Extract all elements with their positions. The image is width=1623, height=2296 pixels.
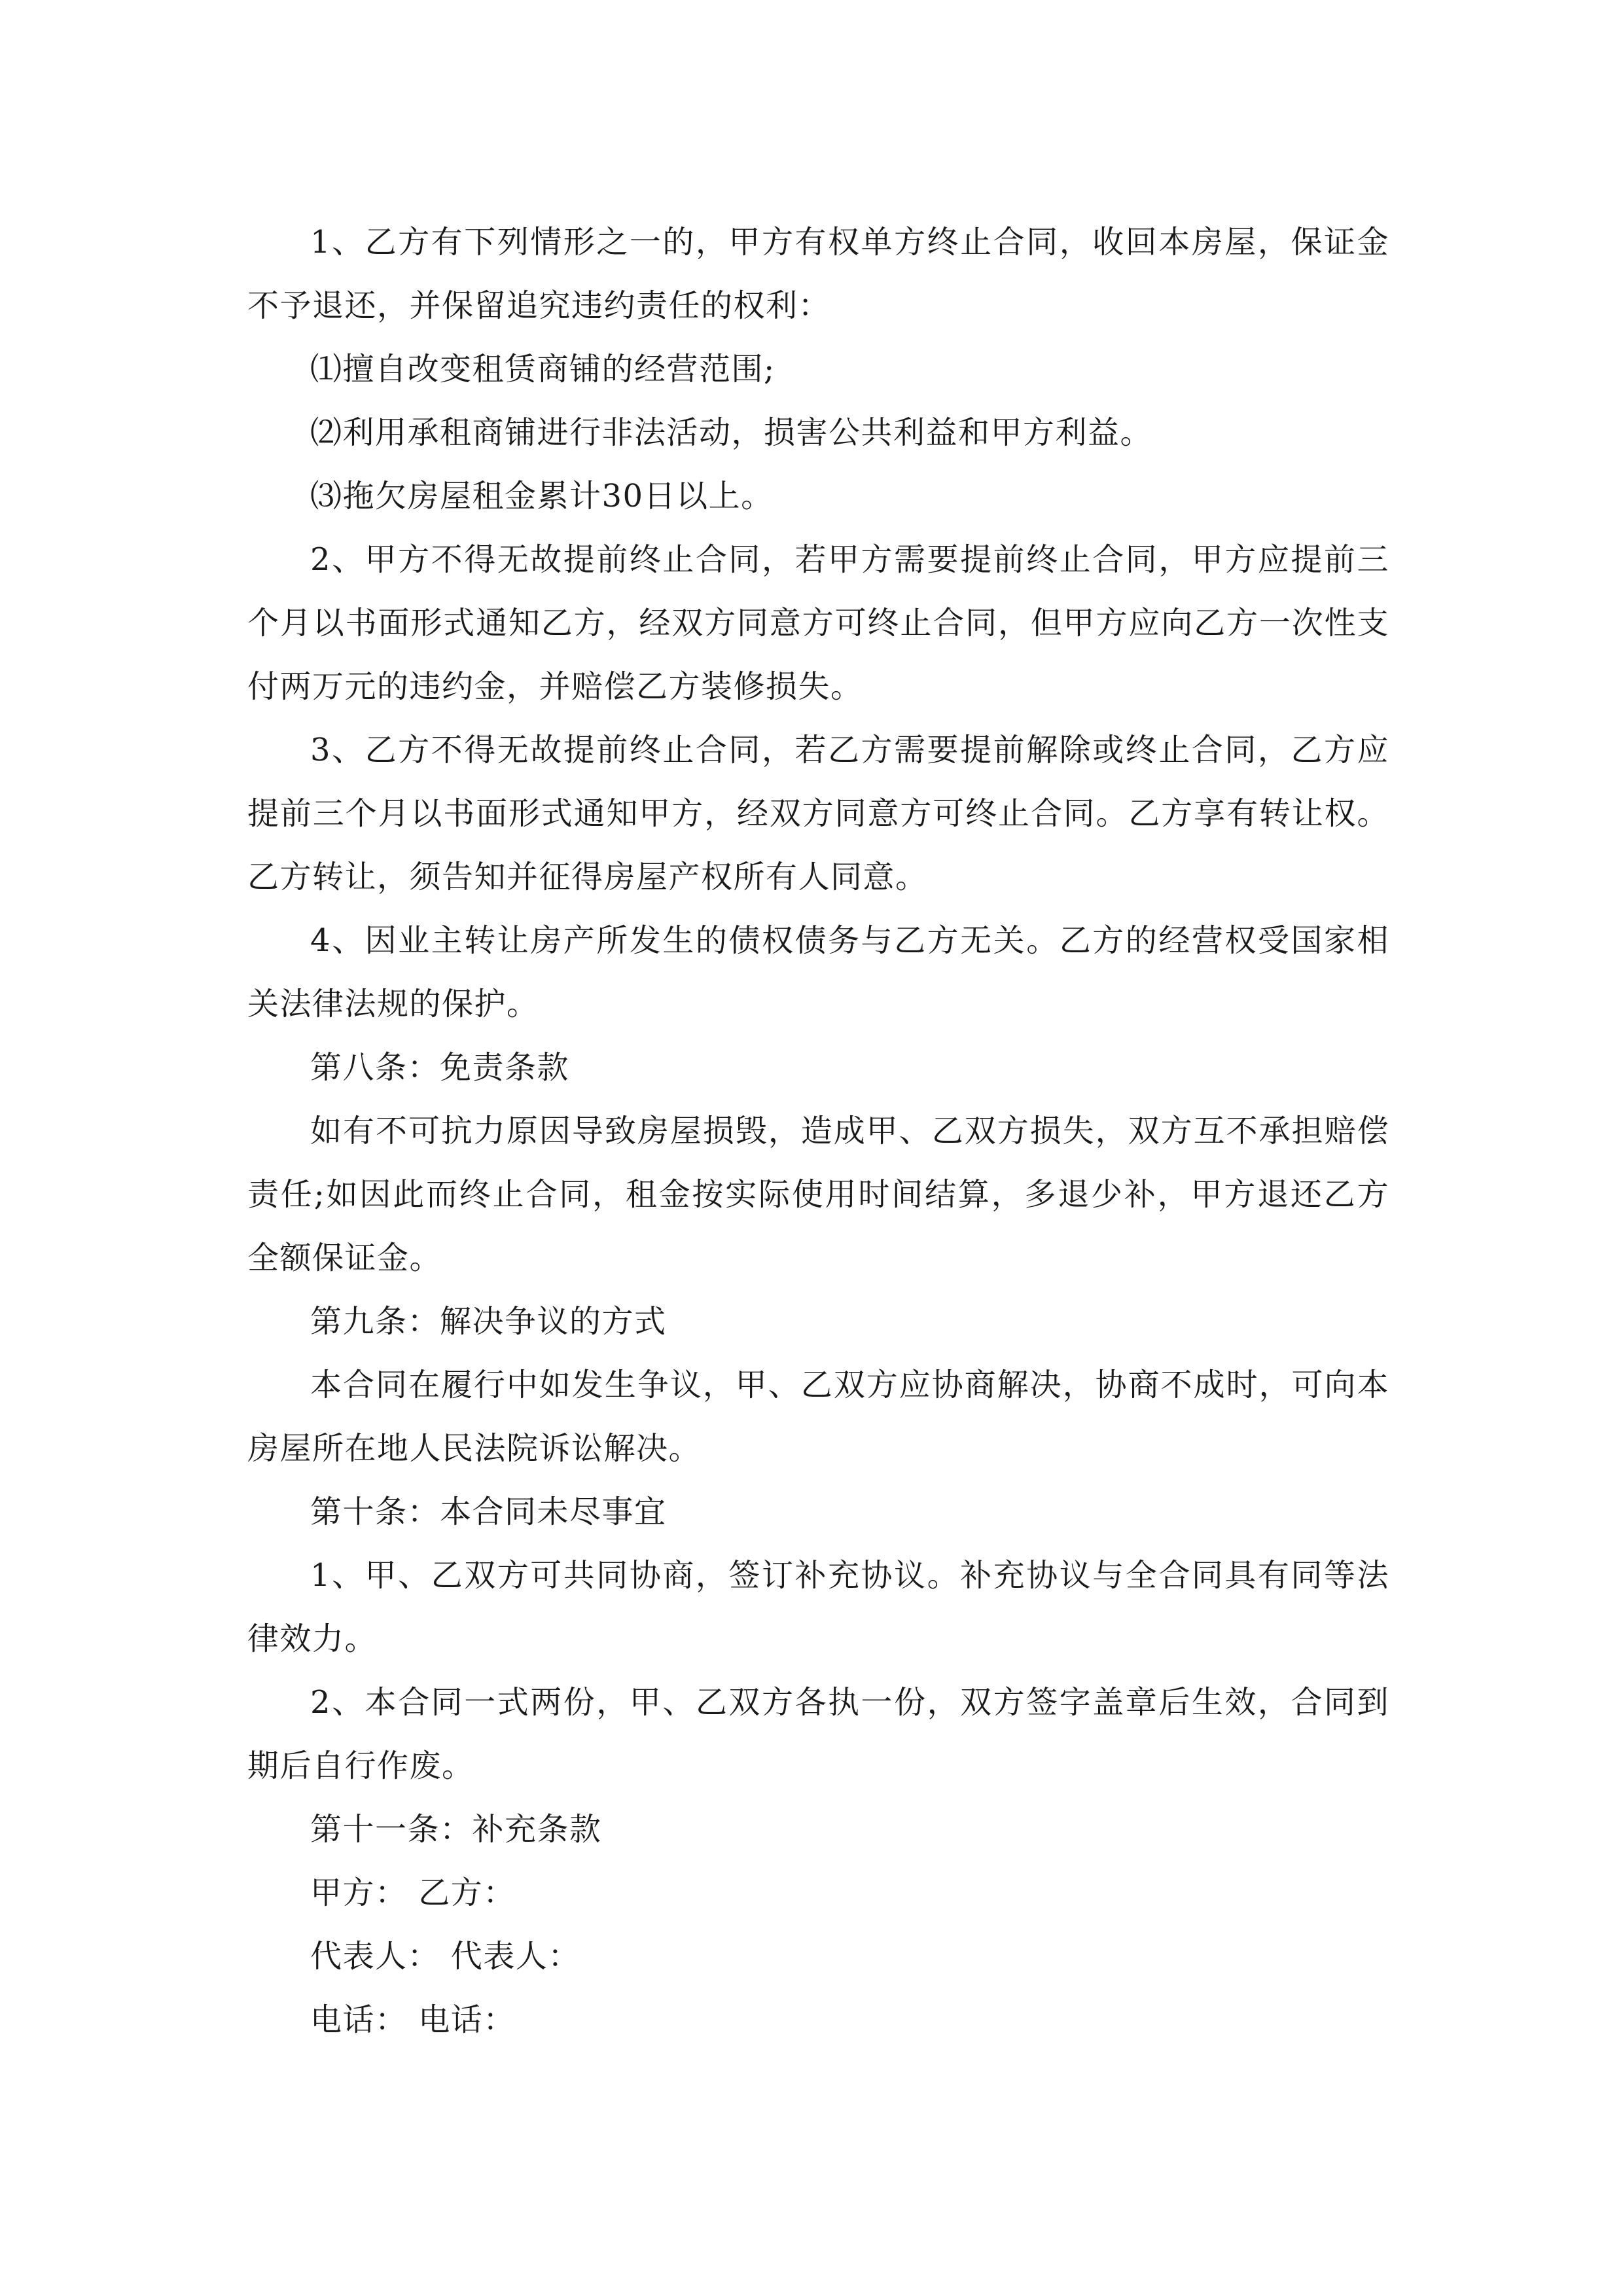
section-heading-article-8: 第八条：免责条款 — [310, 1049, 570, 1086]
clause-termination-by-party-a: 1、乙方有下列情形之一的，甲方有权单方终止合同，收回本房屋，保证金不予退还，并保留追究违约责任的权利： — [247, 224, 1389, 324]
clause-supplementary-agreement: 1、甲、乙双方可共同协商，签订补充协议。补充协议与全合同具有同等法律效力。 — [247, 1557, 1389, 1657]
document-body — [247, 211, 1389, 2052]
signature-representatives: 代表人： 代表人： — [310, 1938, 580, 1975]
clause-termination-party-b-obligation: 3、乙方不得无故提前终止合同，若乙方需要提前解除或终止合同，乙方应提前三个月以书面形式通知甲方，经双方同意方可终止合同。乙方享有转让权。乙方转让，须告知并征得房屋产权所有人同意。 — [247, 732, 1389, 895]
section-heading-article-11: 第十一条：补充条款 — [310, 1811, 602, 1848]
signature-phones: 电话： 电话： — [310, 2001, 516, 2038]
clause-dispute-resolution: 本合同在履行中如发生争议，甲、乙双方应协商解决，协商不成时，可向本房屋所在地人民法院诉讼解决。 — [247, 1367, 1389, 1467]
clause-item-2: ⑵利用承租商铺进行非法活动，损害公共利益和甲方利益。 — [310, 414, 1153, 451]
clause-copies-and-validity: 2、本合同一式两份，甲、乙双方各执一份，双方签字盖章后生效，合同到期后自行作废。 — [247, 1684, 1389, 1784]
section-heading-article-10: 第十条：本合同未尽事宜 — [310, 1494, 667, 1530]
signature-parties: 甲方： 乙方： — [310, 1874, 516, 1911]
clause-item-3: ⑶拖欠房屋租金累计30日以上。 — [310, 478, 774, 514]
clause-item-1: ⑴擅自改变租赁商铺的经营范围; — [310, 351, 776, 387]
clause-property-transfer: 4、因业主转让房产所发生的债权债务与乙方无关。乙方的经营权受国家相关法律法规的保护。 — [247, 922, 1389, 1022]
clause-termination-party-a-obligation: 2、甲方不得无故提前终止合同，若甲方需要提前终止合同，甲方应提前三个月以书面形式通知乙方，经双方同意方可终止合同，但甲方应向乙方一次性支付两万元的违约金，并赔偿乙方装修损失。 — [247, 541, 1389, 705]
section-heading-article-9: 第九条：解决争议的方式 — [310, 1303, 667, 1340]
clause-force-majeure: 如有不可抗力原因导致房屋损毁，造成甲、乙双方损失，双方互不承担赔偿责任;如因此而终止合同，租金按实际使用时间结算，多退少补，甲方退还乙方全额保证金。 — [247, 1113, 1389, 1276]
